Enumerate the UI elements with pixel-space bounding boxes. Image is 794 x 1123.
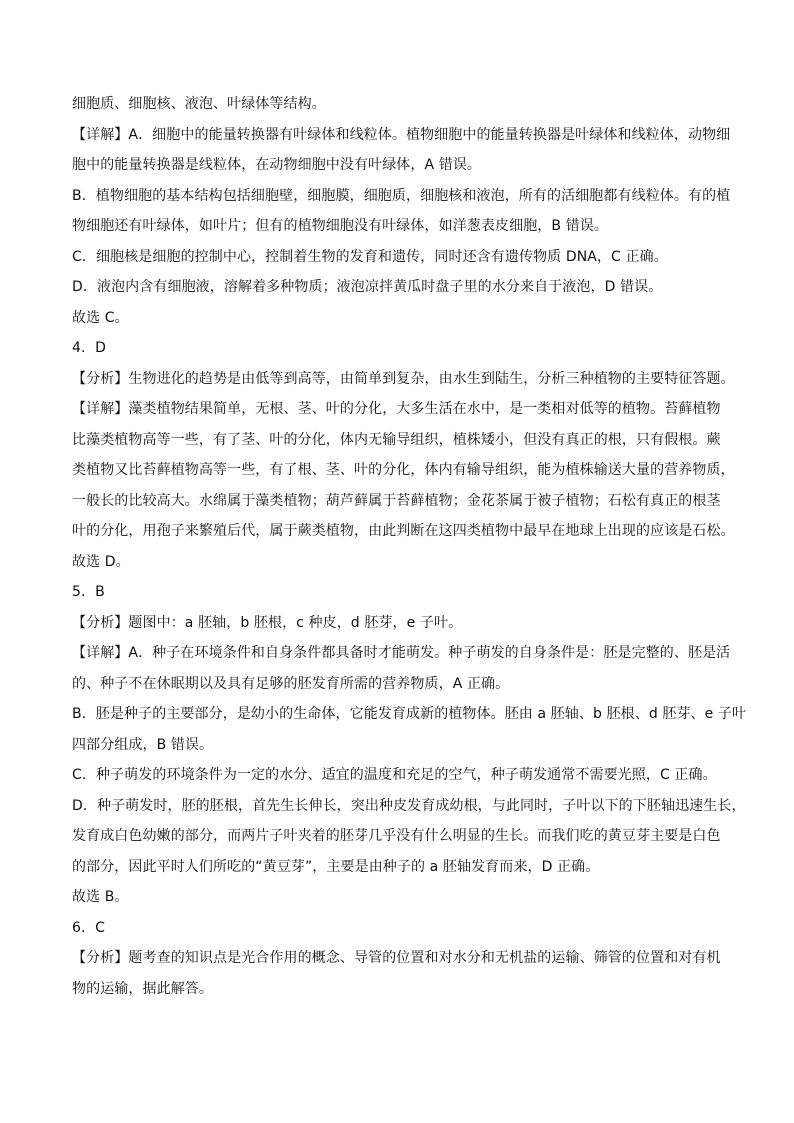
text-line: 【详解】A．种子在环境条件和自身条件都具备时才能萌发。种子萌发的自身条件是：胚是完整的、胚是活 <box>72 645 731 661</box>
text-line: 四部分组成，B 错误。 <box>72 736 214 753</box>
text-line: 【分析】题图中：a 胚轴，b 胚根，c 种皮，d 胚芽，e 子叶。 <box>72 614 463 631</box>
text-line: 叶的分化，用孢子来繁殖后代，属于蕨类植物，由此判断在这四类植物中最早在地球上出现的应该是石松。 <box>72 523 735 539</box>
text-line: D．液泡内含有细胞液，溶解着多种物质；液泡凉拌黄瓜时盘子里的水分来自于液泡，D 错误。 <box>72 279 663 295</box>
text-line: B．植物细胞的基本结构包括细胞壁，细胞膜，细胞质，细胞核和液泡，所有的活细胞都有线粒体。有的植 <box>72 187 731 204</box>
text-line: 故选 D。 <box>72 553 130 570</box>
text-line: 物细胞还有叶绿体，如叶片；但有的植物细胞没有叶绿体，如洋葱表皮细胞，B 错误。 <box>72 218 608 234</box>
text-line: 的部分，因此平时人们所吃的“黄豆芽”，主要是由种子的 a 胚轴发育而来，D 正确。 <box>72 858 600 875</box>
text-line: 【分析】生物进化的趋势是由低等到高等，由简单到复杂，由水生到陆生，分析三种植物的主要特征答题。 <box>72 370 735 387</box>
question-number: 4．D <box>72 340 106 356</box>
text-line: 【详解】A．细胞中的能量转换器有叶绿体和线粒体。植物细胞中的能量转换器是叶绿体和线粒体，动物细 <box>72 126 731 143</box>
question-number: 6．C <box>72 919 105 936</box>
text-line: B．胚是种子的主要部分，是幼小的生命体，它能发育成新的植物体。胚由 a 胚轴、b 胚根、d 胚芽、e 子叶 <box>72 706 747 722</box>
text-line: 胞中的能量转换器是线粒体，在动物细胞中没有叶绿体，A 错误。 <box>72 157 482 173</box>
text-line: 物的运输，据此解答。 <box>72 980 213 997</box>
text-line: 比藻类植物高等一些，有了茎、叶的分化，体内无输导组织，植株矮小，但没有真正的根，只有假根。蕨 <box>72 431 721 448</box>
text-line: 的、种子不在休眠期以及具有足够的胚发育所需的营养物质，A 正确。 <box>72 675 510 692</box>
text-line: 故选 C。 <box>72 309 129 326</box>
question-number: 5．B <box>72 584 105 600</box>
text-line: C．种子萌发的环境条件为一定的水分、适宜的温度和充足的空气，种子萌发通常不需要光照，C 正确。 <box>72 767 717 783</box>
text-line: 故选 B。 <box>72 889 129 905</box>
text-line: 类植物又比苔藓植物高等一些，有了根、茎、叶的分化，体内有输导组织，能为植株输送大量的营养物质， <box>72 462 735 478</box>
text-line: 【详解】藻类植物结果简单，无根、茎、叶的分化，大多生活在水中，是一类相对低等的植物。苔藓植物 <box>72 401 721 417</box>
answer-explanation-text <box>72 96 747 1011</box>
text-line: C．细胞核是细胞的控制中心，控制着生物的发育和遗传，同时还含有遗传物质 DNA，C 正确。 <box>72 248 668 265</box>
text-line: 细胞质、细胞核、液泡、叶绿体等结构。 <box>72 96 326 112</box>
text-line: 发育成白色幼嫩的部分，而两片子叶夹着的胚芽几乎没有什么明显的生长。而我们吃的黄豆芽主要是白色 <box>72 828 721 844</box>
text-line: 一般长的比较高大。水绵属于藻类植物；葫芦藓属于苔藓植物；金花茶属于被子植物；石松有真正的根茎 <box>72 492 721 509</box>
text-line: 【分析】题考查的知识点是光合作用的概念、导管的位置和对水分和无机盐的运输、筛管的位置和对有机 <box>72 950 721 966</box>
text-line: D．种子萌发时，胚的胚根，首先生长伸长，突出种皮发育成幼根，与此同时，子叶以下的下胚轴迅速生长， <box>72 797 746 814</box>
